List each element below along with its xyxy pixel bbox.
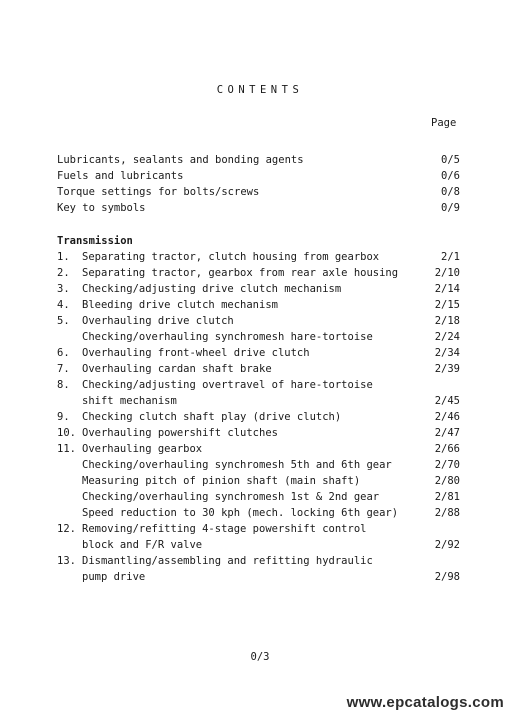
toc-entry-page: 2/24 [434,331,460,343]
toc-entry-text: Checking/overhauling synchromesh hare-tortoise [82,331,373,343]
toc-entry-page: 2/18 [434,315,460,327]
toc-entry [0,361,520,377]
toc-entry-text: Overhauling gearbox [82,443,203,455]
toc-entry-text: Overhauling front-wheel drive clutch [82,347,310,359]
toc-entry-text: Checking/adjusting overtravel of hare-tortoise [82,379,373,391]
toc-entry-text: Overhauling powershift clutches [82,427,278,439]
toc-entry-text: Bleeding drive clutch mechanism [82,299,278,311]
toc-entry-page: 2/70 [434,459,460,471]
toc-entry-number: 4. [57,299,70,311]
toc-entry-page: 2/34 [434,347,460,359]
toc-entry-page: 0/5 [441,154,460,166]
toc-entry-text: shift mechanism [82,395,177,407]
toc-entry-page: 0/8 [441,186,460,198]
toc-entry-text: Overhauling cardan shaft brake [82,363,272,375]
toc-entry [0,473,520,489]
toc-entry [0,345,520,361]
toc-entry-page: 2/80 [434,475,460,487]
toc-entry-text: Measuring pitch of pinion shaft (main shaft) [82,475,361,487]
toc-entry-text: Removing/refitting 4-stage powershift control [82,523,367,535]
toc-entry [0,281,520,297]
toc-entry-page: 2/39 [434,363,460,375]
toc-entry [0,409,520,425]
toc-entry [0,377,520,393]
contents-title: CONTENTS [216,84,304,96]
toc-entry-text: Dismantling/assembling and refitting hydraulic [82,555,373,567]
toc-entry-text: Checking/overhauling synchromesh 1st & 2nd gear [82,491,380,503]
toc-entry-text: Checking clutch shaft play (drive clutch) [82,411,342,423]
toc-entry [0,489,520,505]
toc-entry-number: 12. [57,523,76,535]
toc-entry-text: Torque settings for bolts/screws [57,186,260,198]
toc-entry-text: Checking/adjusting drive clutch mechanism [82,283,342,295]
toc-entry-page: 2/81 [434,491,460,503]
toc-entry-number: 10. [57,427,76,439]
toc-entry-number: 13. [57,555,76,567]
toc-entry-text: Lubricants, sealants and bonding agents [57,154,304,166]
page-column-label: Page [431,117,457,129]
toc-entry [0,569,520,585]
page-number-footer: 0/3 [250,651,270,663]
toc-entry-number: 2. [57,267,70,279]
toc-entry-page: 2/15 [434,299,460,311]
toc-entry-number: 7. [57,363,70,375]
toc-entry [0,313,520,329]
toc-entry-number: 8. [57,379,70,391]
toc-entry-text: Fuels and lubricants [57,170,184,182]
toc-entry [0,505,520,521]
toc-entry [0,537,520,553]
toc-entry-page: 2/10 [434,267,460,279]
toc-entry [0,457,520,473]
watermark-url: www.epcatalogs.com [346,694,504,711]
toc-entry-page: 2/98 [434,571,460,583]
toc-entry-page: 0/9 [441,202,460,214]
toc-entry [0,297,520,313]
toc-entry-page: 2/88 [434,507,460,519]
toc-entry-page: 2/45 [434,395,460,407]
toc-entry-text: Speed reduction to 30 kph (mech. locking 6th gear) [82,507,399,519]
toc-entry-text: pump drive [82,571,146,583]
toc-entry [0,329,520,345]
toc-entry-number: 6. [57,347,70,359]
toc-entry-page: 2/47 [434,427,460,439]
toc-entry-number: 9. [57,411,70,423]
toc-entry-number: 11. [57,443,76,455]
toc-entry-text: Key to symbols [57,202,146,214]
toc-entry-number: 5. [57,315,70,327]
toc-entry [0,553,520,569]
toc-entry [0,265,520,281]
toc-entry [0,521,520,537]
toc-entry-page: 2/66 [434,443,460,455]
section-heading-transmission: Transmission [57,235,133,247]
toc-entry [0,425,520,441]
toc-entry-page: 2/46 [434,411,460,423]
toc-entry-text: Checking/overhauling synchromesh 5th and 6th gear [82,459,392,471]
toc-entry [0,441,520,457]
toc-entry-page: 2/1 [441,251,460,263]
toc-entry-number: 1. [57,251,70,263]
toc-entry [0,393,520,409]
toc-entry-page: 0/6 [441,170,460,182]
toc-entry-page: 2/92 [434,539,460,551]
toc-entry-text: block and F/R valve [82,539,203,551]
toc-entry-text: Separating tractor, clutch housing from gearbox [82,251,380,263]
toc-entry-number: 3. [57,283,70,295]
toc-entry-text: Overhauling drive clutch [82,315,234,327]
toc-entry [0,249,520,265]
toc-entry-text: Separating tractor, gearbox from rear axle housing [82,267,399,279]
toc-entry-page: 2/14 [434,283,460,295]
